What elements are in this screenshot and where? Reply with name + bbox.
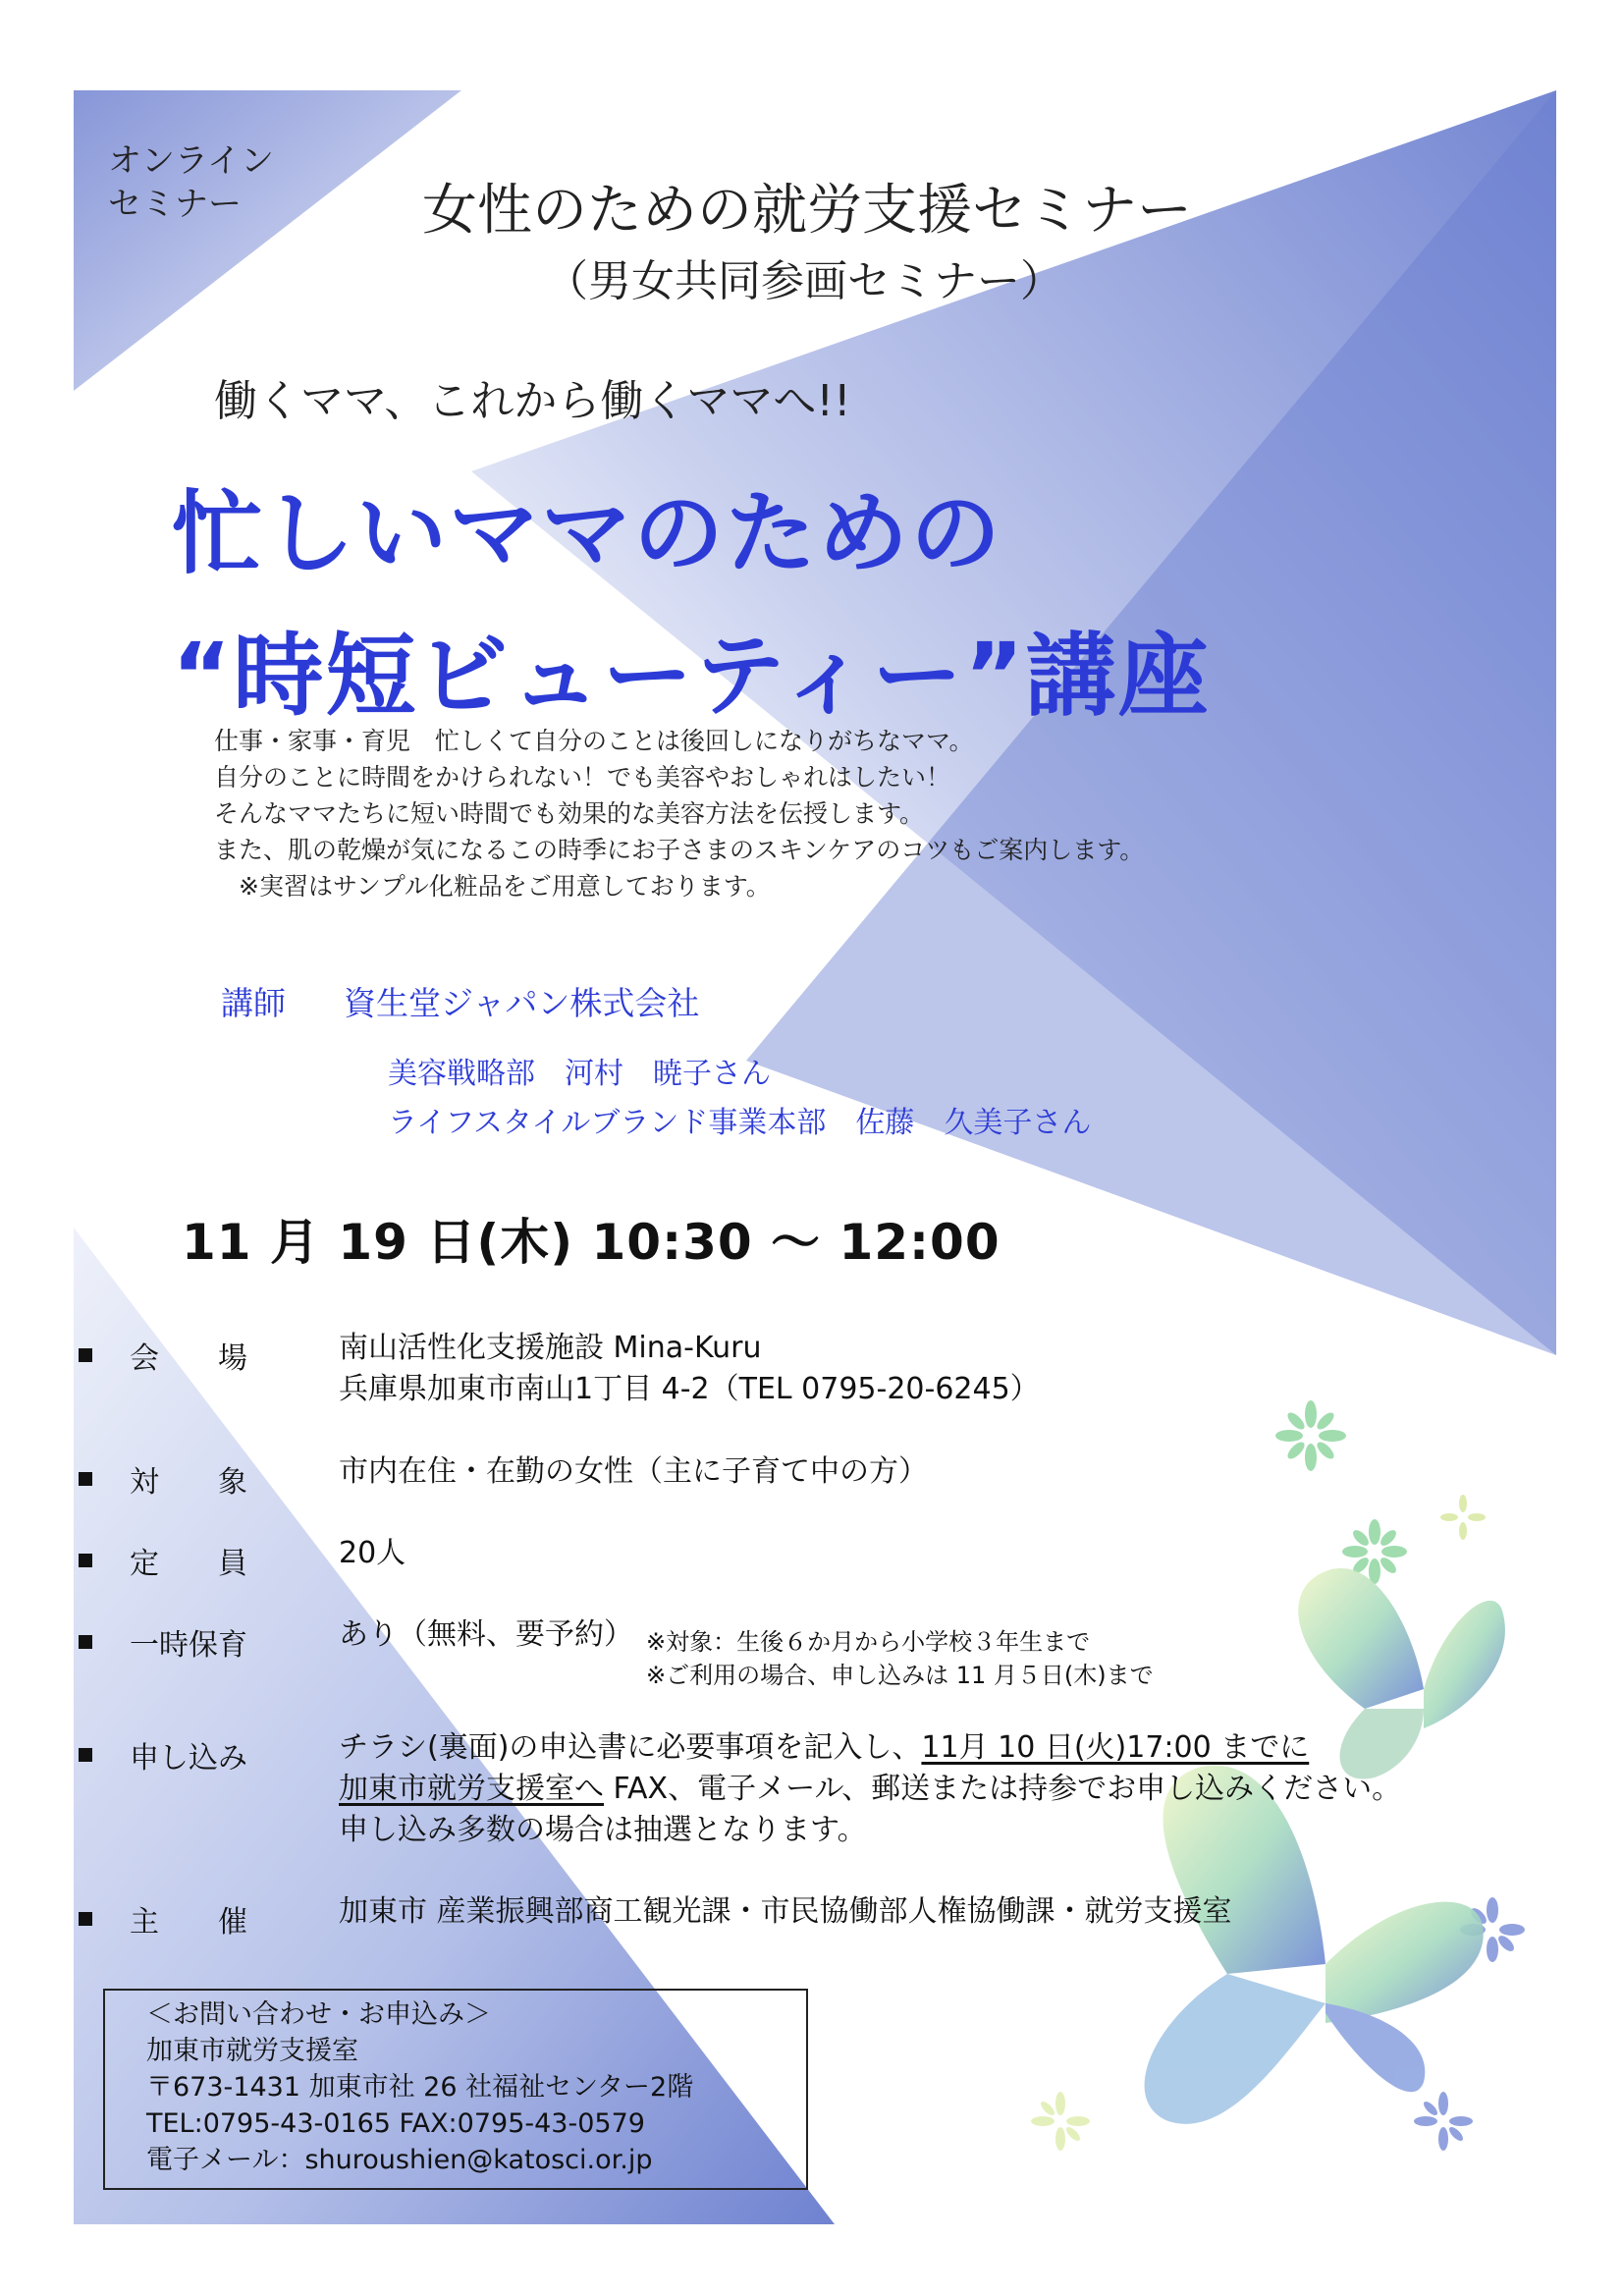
target-value: 市内在住・在勤の女性（主に子育て中の方） [339,1454,928,1489]
apply-value: チラシ(裏面)の申込書に必要事項を記入し、11月 10 日(火)17:00 までに 加東市就労支援室へ FAX、電子メール、郵送または持参でお申し込みください。 申し込み多数の場合は抽選となります。 [339,1730,1402,1847]
childcare-value: あり（無料、要予約） [339,1617,633,1652]
capacity-value: 20人 [339,1536,406,1570]
seminar-type-tag: オンライン セミナー [108,141,274,224]
bullet-icon [79,1472,92,1486]
apply-deadline: 11月 10 日(火)17:00 までに [921,1730,1310,1765]
bullet-icon [79,1912,92,1926]
bullet-icon [79,1554,92,1567]
intro-line: 仕事・家事・育児 忙しくて自分のことは後回しになりがちなママ。 [214,727,974,755]
bullet-icon [79,1348,92,1362]
intro-line: また、肌の乾燥が気になるこの時季にお子さまのスキンケアのコツもご案内します。 [214,836,1145,864]
contact-tel-fax: TEL:0795-43-0165 FAX:0795-43-0579 [146,2108,645,2139]
target-label: 対 象 [130,1465,247,1500]
lecturer-person-2: ライフスタイルブランド事業本部 佐藤 久美子さん [388,1106,1092,1140]
apply-destination: 加東市就労支援室へ [339,1772,604,1806]
headline-line2: “時短ビューティー”講座 [172,624,1211,729]
lecturer-person-1: 美容戦略部 河村 暁子さん [388,1057,771,1091]
bullet-icon [79,1748,92,1762]
venue-value: 南山活性化支援施設 Mina-Kuru 兵庫県加東市南山1丁目 4-2（TEL 0795-20-6245） [339,1331,1040,1406]
capacity-label: 定 員 [130,1547,247,1581]
host-value: 加東市 産業振興部商工観光課・市民協働部人権協働課・就労支援室 [339,1894,1232,1929]
lecturer-organization: 資生堂ジャパン株式会社 [344,984,700,1022]
intro-line: ※実習はサンプル化粧品をご用意しております。 [214,872,771,901]
childcare-label: 一時保育 [130,1628,247,1663]
childcare-note-2: ※ご利用の場合、申し込みは 11 月５日(木)まで [646,1662,1154,1689]
contact-email[interactable]: 電子メール：shuroushien@katosci.or.jp [146,2145,653,2175]
catchphrase: 働くママ、これから働くママへ!! [214,376,851,426]
childcare-note-1: ※対象：生後６か月から小学校３年生まで [646,1628,1091,1656]
host-label: 主 催 [130,1905,247,1940]
bullet-icon [79,1635,92,1649]
contact-box [103,1989,808,2190]
contact-heading: ＜お問い合わせ・お申込み＞ [146,1999,491,2030]
contact-address: 〒673-1431 加東市社 26 社福祉センター2階 [146,2072,694,2103]
headline-line1: 忙しいママのための [172,481,1003,586]
page-subtitle: （男女共同参画セミナー） [545,256,1063,306]
intro-line: 自分のことに時間をかけられない！でも美容やおしゃれはしたい！ [214,763,951,792]
intro-line: そんなママたちに短い時間でも効果的な美容方法を伝授します。 [214,799,925,828]
apply-label: 申し込み [130,1741,247,1776]
contact-office: 加東市就労支援室 [146,2036,358,2066]
event-date-time: 11 月 19 日(木) 10:30 ～ 12:00 [182,1214,1001,1271]
venue-label: 会 場 [130,1341,247,1376]
lecturer-label: 講師 [221,984,286,1022]
page-title: 女性のための就労支援セミナー [422,179,1192,243]
intro-text [214,723,1144,904]
